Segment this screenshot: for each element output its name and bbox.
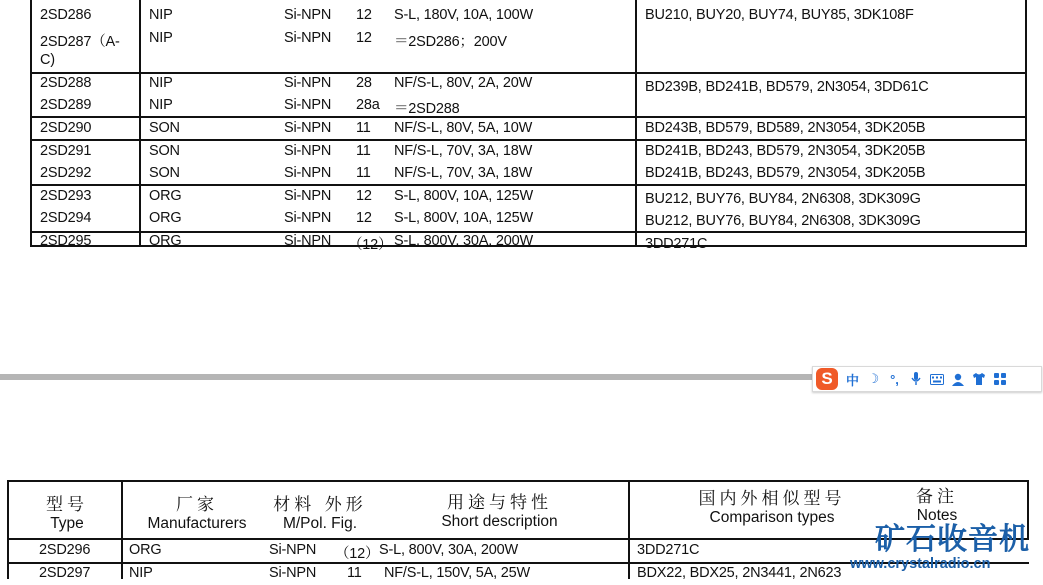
description-cell: NF/S-L, 80V, 5A, 10W: [394, 120, 533, 136]
material-cell: Si-NPN: [284, 30, 332, 46]
header-type: 型号 Type: [46, 495, 88, 532]
figure-cell: （12）: [348, 237, 393, 253]
ime-toolbar[interactable]: [812, 366, 1042, 392]
material-cell: Si-NPN: [284, 7, 332, 23]
manufacturer-cell: ORG: [129, 542, 162, 558]
comparison-cell: BU210, BUY20, BUY74, BUY85, 3DK108F: [645, 7, 914, 23]
figure-cell: 11: [347, 565, 362, 581]
material-cell: Si-NPN: [269, 565, 317, 581]
page-divider: [0, 374, 812, 380]
description-cell: NF/S-L, 70V, 3A, 18W: [394, 143, 533, 159]
manufacturer-cell: ORG: [149, 188, 182, 204]
table-border-top: [7, 480, 1029, 482]
manufacturer-cell: ORG: [149, 233, 182, 249]
keyboard-icon[interactable]: [926, 368, 947, 390]
sogou-logo-icon[interactable]: S: [816, 368, 838, 390]
table-row: [30, 5, 1028, 27]
material-cell: Si-NPN: [284, 97, 332, 113]
table-row: [30, 231, 1028, 253]
type-cell: 2SD289: [40, 97, 92, 113]
comparison-cell: BD241B, BD243, BD579, 2N3054, 3DK205B: [645, 165, 926, 181]
comparison-cell: BU212, BUY76, BUY84, 2N6308, 3DK309G: [645, 213, 921, 229]
comparison-cell: BDX22, BDX25, 2N3441, 2N623: [637, 565, 842, 581]
header-comparison-types: 国内外相似型号 Comparison types: [698, 489, 846, 526]
type-cell: 2SD288: [40, 75, 92, 91]
manufacturer-cell: SON: [149, 143, 180, 159]
figure-cell: 11: [356, 165, 371, 181]
figure-cell: 12: [356, 7, 372, 23]
comparison-cell: BD241B, BD243, BD579, 2N3054, 3DK205B: [645, 143, 926, 159]
microphone-icon[interactable]: [905, 368, 926, 390]
header-manufacturers: 厂家 Manufacturers: [147, 495, 247, 532]
watermark-title: 矿石收音机: [875, 522, 1030, 557]
table-row: [30, 28, 1028, 50]
header-short-description: 用途与特性 Short description: [441, 493, 558, 530]
description-cell: NF/S-L, 150V, 5A, 25W: [384, 565, 530, 581]
chinese-mode-icon[interactable]: 中: [845, 372, 859, 388]
material-cell: Si-NPN: [284, 188, 332, 204]
figure-cell: 12: [356, 210, 372, 226]
figure-cell: 11: [356, 120, 371, 136]
shirt-icon[interactable]: [968, 368, 989, 390]
table-row: [30, 163, 1028, 185]
comparison-cell: BD239B, BD241B, BD579, 2N3054, 3DD61C: [645, 79, 929, 95]
figure-cell: 28a: [356, 97, 380, 113]
type-cell: 2SD294: [40, 210, 92, 226]
table-row: [30, 50, 1028, 72]
description-cell: S-L, 800V, 10A, 125W: [394, 210, 533, 226]
user-icon[interactable]: [947, 368, 968, 390]
description-cell: ＝2SD286；200V: [394, 34, 507, 50]
material-cell: Si-NPN: [284, 120, 332, 136]
type-cell: 2SD297: [39, 565, 91, 581]
description-cell: S-L, 800V, 30A, 200W: [394, 233, 533, 249]
description-cell: S-L, 800V, 10A, 125W: [394, 188, 533, 204]
manufacturer-cell: NIP: [149, 97, 173, 113]
moon-halfwidth-icon[interactable]: ☽: [867, 371, 880, 386]
material-cell: Si-NPN: [284, 165, 332, 181]
description-cell: ＝2SD288: [394, 101, 460, 117]
comparison-cell: BD243B, BD579, BD589, 2N3054, 3DK205B: [645, 120, 926, 136]
material-cell: Si-NPN: [284, 75, 332, 91]
description-cell: S-L, 800V, 30A, 200W: [379, 542, 518, 558]
figure-cell: 12: [356, 188, 372, 204]
material-cell: Si-NPN: [284, 210, 332, 226]
manufacturer-cell: SON: [149, 120, 180, 136]
figure-cell: （12）: [335, 546, 380, 562]
type-cell: 2SD290: [40, 120, 92, 136]
comparison-cell: 3DD271C: [645, 236, 708, 252]
table-row: [30, 118, 1028, 140]
header-notes: 备注 Notes: [916, 487, 958, 524]
table-row: [30, 141, 1028, 163]
description-cell: S-L, 180V, 10A, 100W: [394, 7, 533, 23]
type-cell: 2SD292: [40, 165, 92, 181]
type-cell: 2SD291: [40, 143, 92, 159]
type-cell: 2SD295: [40, 233, 92, 249]
comparison-cell: BU212, BUY76, BUY84, 2N6308, 3DK309G: [645, 191, 921, 207]
type-cell: C): [40, 52, 55, 68]
figure-cell: 11: [356, 143, 371, 159]
table-row: [30, 95, 1028, 117]
comparison-cell: 3DD271C: [637, 542, 700, 558]
table-row: [30, 208, 1028, 230]
manufacturer-cell: NIP: [149, 7, 173, 23]
watermark-url: www.crystalradio.cn: [850, 556, 991, 572]
manufacturer-cell: NIP: [129, 565, 153, 581]
description-cell: NF/S-L, 80V, 2A, 20W: [394, 75, 533, 91]
figure-cell: 28: [356, 75, 372, 91]
material-cell: Si-NPN: [284, 143, 332, 159]
manufacturer-cell: SON: [149, 165, 180, 181]
figure-cell: 12: [356, 30, 372, 46]
table-row: [30, 73, 1028, 95]
material-cell: Si-NPN: [269, 542, 317, 558]
table-row: [30, 186, 1028, 208]
manufacturer-cell: NIP: [149, 75, 173, 91]
type-cell: 2SD287（A-: [40, 34, 120, 50]
type-cell: 2SD296: [39, 542, 91, 558]
grid-menu-icon[interactable]: [989, 368, 1010, 390]
manufacturer-cell: ORG: [149, 210, 182, 226]
type-cell: 2SD286: [40, 7, 92, 23]
datasheet-table-top: [30, 0, 1028, 253]
manufacturer-cell: NIP: [149, 30, 173, 46]
description-cell: NF/S-L, 70V, 3A, 18W: [394, 165, 533, 181]
type-cell: 2SD293: [40, 188, 92, 204]
material-cell: Si-NPN: [284, 233, 332, 249]
table-border-left: [7, 480, 9, 579]
punctuation-icon[interactable]: °,: [890, 371, 899, 387]
header-material-figure: 材料 外形 M/Pol. Fig.: [273, 495, 367, 532]
